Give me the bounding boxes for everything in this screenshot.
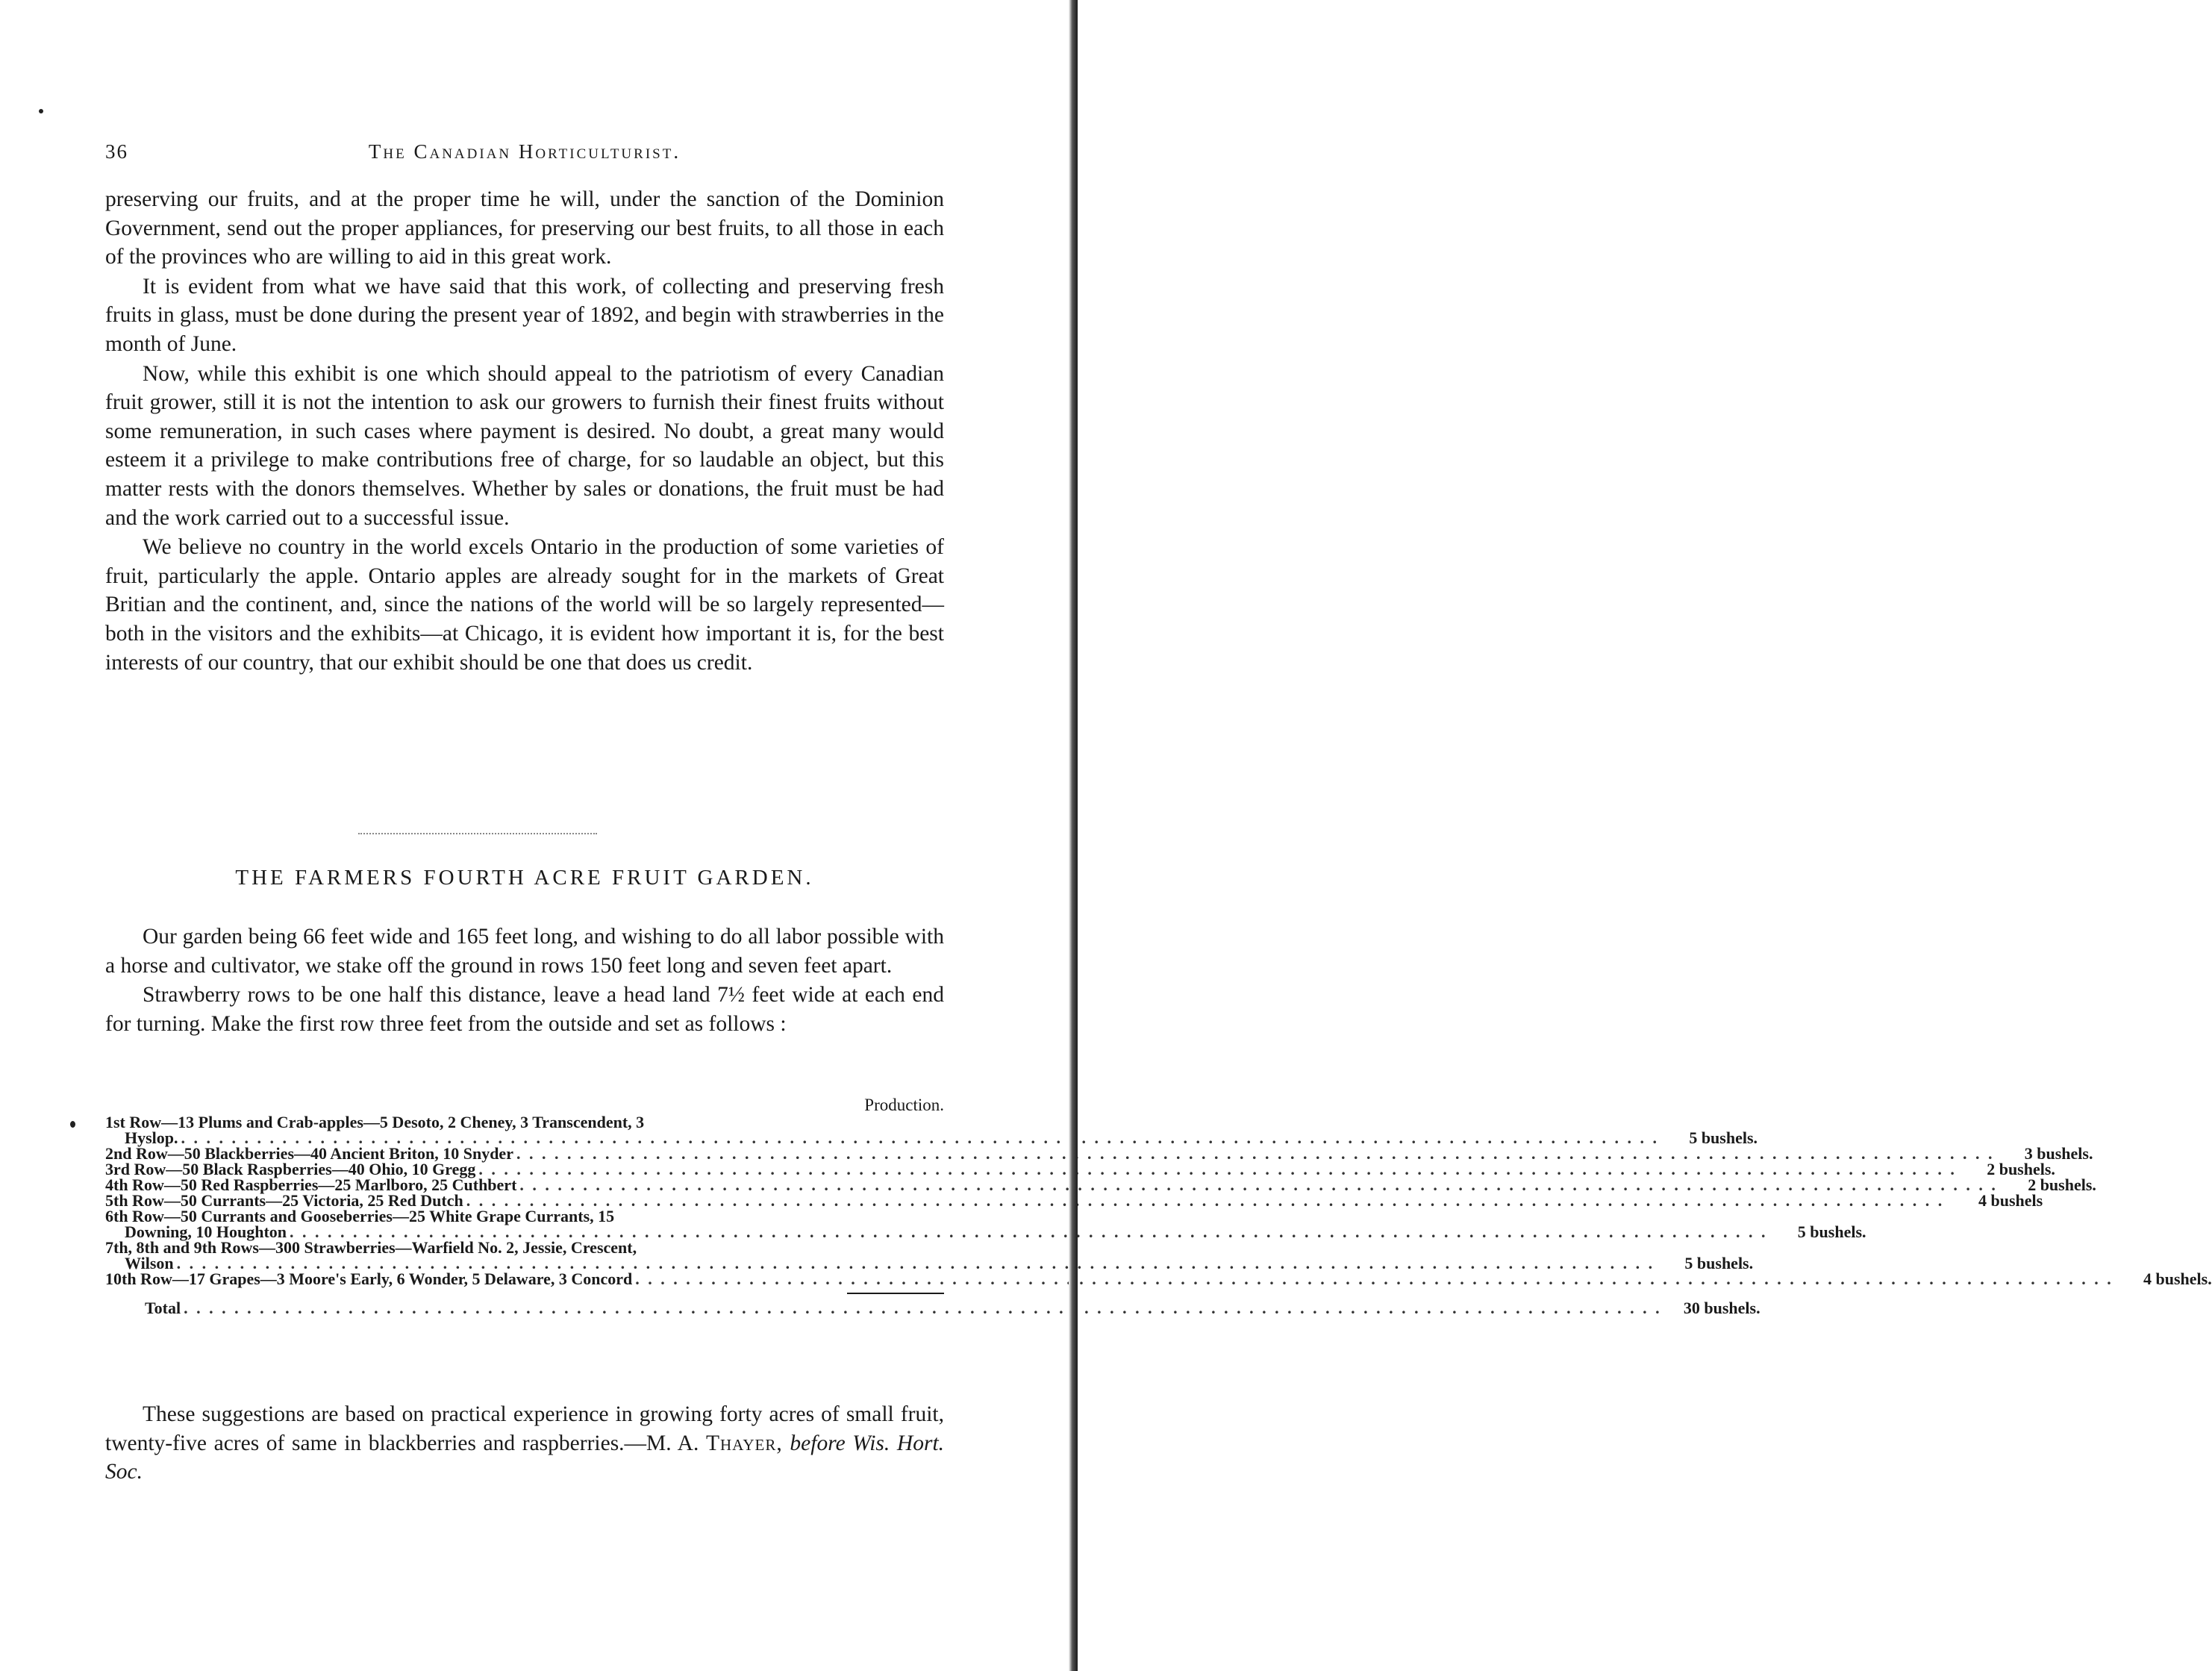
table-row bbox=[105, 1114, 944, 1130]
row-amount: 3 bushels. bbox=[2024, 1144, 2093, 1163]
row-description: 10th Row—17 Grapes—3 Moore's Early, 6 Wonder, 5 Delaware, 3 Concord bbox=[105, 1269, 633, 1288]
row-description-continued: Hyslop. bbox=[125, 1128, 178, 1147]
table-row bbox=[105, 1160, 2055, 1178]
section-divider bbox=[358, 833, 597, 834]
dot-leader bbox=[181, 1130, 1660, 1146]
production-table bbox=[105, 1096, 2212, 1317]
paragraph bbox=[105, 1400, 944, 1487]
dot-leader bbox=[177, 1255, 1655, 1271]
row-description: 4th Row—50 Red Raspberries—25 Marlboro, 25 Cuthbert bbox=[105, 1175, 517, 1194]
running-head bbox=[105, 140, 944, 170]
row-amount: 5 bushels. bbox=[1689, 1128, 1758, 1147]
table-row bbox=[105, 1208, 944, 1224]
row-amount: 2 bushels. bbox=[1987, 1160, 2055, 1178]
source-citation: before Wis. Hort. Soc. bbox=[105, 1431, 945, 1484]
section-heading: THE FARMERS FOURTH ACRE FRUIT GARDEN. bbox=[235, 866, 814, 890]
dot-leader bbox=[478, 1161, 1957, 1177]
row-description: 3rd Row—50 Black Raspberries—40 Ohio, 10 Gregg bbox=[105, 1160, 476, 1178]
row-amount: 5 bushels. bbox=[1684, 1254, 1754, 1272]
table-row bbox=[105, 1222, 1866, 1241]
dot-leader bbox=[519, 1177, 1998, 1193]
paragraph: Strawberry rows to be one half this distance, leave a head land 7½ feet wide at each end for turning. Make the first row three feet from the outside and set as follows : bbox=[105, 983, 944, 1036]
table-row bbox=[105, 1254, 1754, 1272]
table-row bbox=[105, 1128, 1758, 1147]
dot-leader bbox=[184, 1300, 1662, 1316]
total-rule bbox=[847, 1293, 944, 1294]
row-description: 2nd Row—50 Blackberries—40 Ancient Briton, 10 Snyder bbox=[105, 1144, 513, 1163]
total-label: Total bbox=[145, 1299, 181, 1317]
production-header: Production. bbox=[864, 1096, 944, 1114]
margin-speck bbox=[39, 109, 43, 113]
paragraph: Now, while this exhibit is one which should appeal to the patriotism of every Canadian fruit grower, still it is not the intention to ask our growers to furnish their finest fruits without some remuneration, in such cases where payment is desired. No doubt, a great many would esteem it a privilege to make contributions free of charge, for so laudable an object, but this matter rests with the donors themselves. Whether by sales or donations, the fruit must be had and the work carried out to a successful issue. bbox=[105, 361, 944, 530]
row-description: 7th, 8th and 9th Rows—300 Strawberries—Warfield No. 2, Jessie, Crescent, bbox=[105, 1238, 637, 1257]
table-row bbox=[105, 1144, 2093, 1163]
paragraph: Our garden being 66 feet wide and 165 feet long, and wishing to do all labor possible with a horse and cultivator, we stake off the ground in rows 150 feet long and seven feet apart. bbox=[105, 925, 944, 978]
row-description: 5th Row—50 Currants—25 Victoria, 25 Red Dutch bbox=[105, 1191, 463, 1210]
total-amount: 30 bushels. bbox=[1683, 1299, 1760, 1317]
table-row bbox=[105, 1269, 2212, 1288]
table-row bbox=[105, 1191, 2043, 1210]
paragraph: preserving our fruits, and at the proper time he will, under the sanction of the Dominion Government, send out the proper appliances, for preserving our best fruits, to all those in each of the provinces who are willing to aid in this great work. bbox=[105, 187, 944, 269]
paragraph: We believe no country in the world excels Ontario in the production of some varieties of fruit, particularly the apple. Ontario apples are already sought for in the markets of Great Britian and the continent, and, since the nations of the world will be so largely represented—both in the visitors and the exhibits—at Chicago, it is evident how important it is, for the best interests of our country, that our exhibit should be one that does us credit. bbox=[105, 535, 944, 675]
dot-leader bbox=[635, 1271, 2113, 1287]
row-description-continued: Downing, 10 Houghton bbox=[125, 1222, 287, 1241]
dot-leader bbox=[466, 1193, 1945, 1208]
table-row bbox=[105, 1240, 944, 1255]
page-number: 36 bbox=[105, 140, 128, 163]
closing-text: These suggestions are based on practical experience in growing forty acres of small fruit, twenty-five acres of same in blackberries and raspberries.—M. A. bbox=[105, 1402, 944, 1455]
table-row bbox=[105, 1175, 2096, 1194]
row-amount: 4 bushels. bbox=[2143, 1269, 2212, 1288]
dot-leader bbox=[290, 1224, 1768, 1240]
margin-speck bbox=[70, 1121, 75, 1128]
journal-title: The Canadian Horticulturist. bbox=[368, 140, 681, 163]
closing-paragraph bbox=[105, 1400, 944, 1487]
article-body bbox=[105, 922, 944, 1038]
paragraph: It is evident from what we have said that this work, of collecting and preserving fresh fruits in glass, must be done during the present year of 1892, and begin with strawberries in the month of June. bbox=[105, 274, 944, 356]
article-continued bbox=[105, 185, 944, 677]
page-edge-shadow bbox=[1069, 0, 1078, 1671]
total-row bbox=[105, 1299, 1760, 1317]
row-amount: 5 bushels. bbox=[1797, 1222, 1866, 1241]
row-description-continued: Wilson bbox=[125, 1254, 174, 1272]
author-signature: Thayer, bbox=[705, 1431, 783, 1455]
row-description: 1st Row—13 Plums and Crab-apples—5 Desoto, 2 Cheney, 3 Transcendent, 3 bbox=[105, 1113, 645, 1131]
row-amount: 2 bushels. bbox=[2028, 1175, 2096, 1194]
dot-leader bbox=[516, 1146, 1995, 1161]
row-amount: 4 bushels bbox=[1978, 1191, 2043, 1210]
row-description: 6th Row—50 Currants and Gooseberries—25 White Grape Currants, 15 bbox=[105, 1207, 615, 1225]
